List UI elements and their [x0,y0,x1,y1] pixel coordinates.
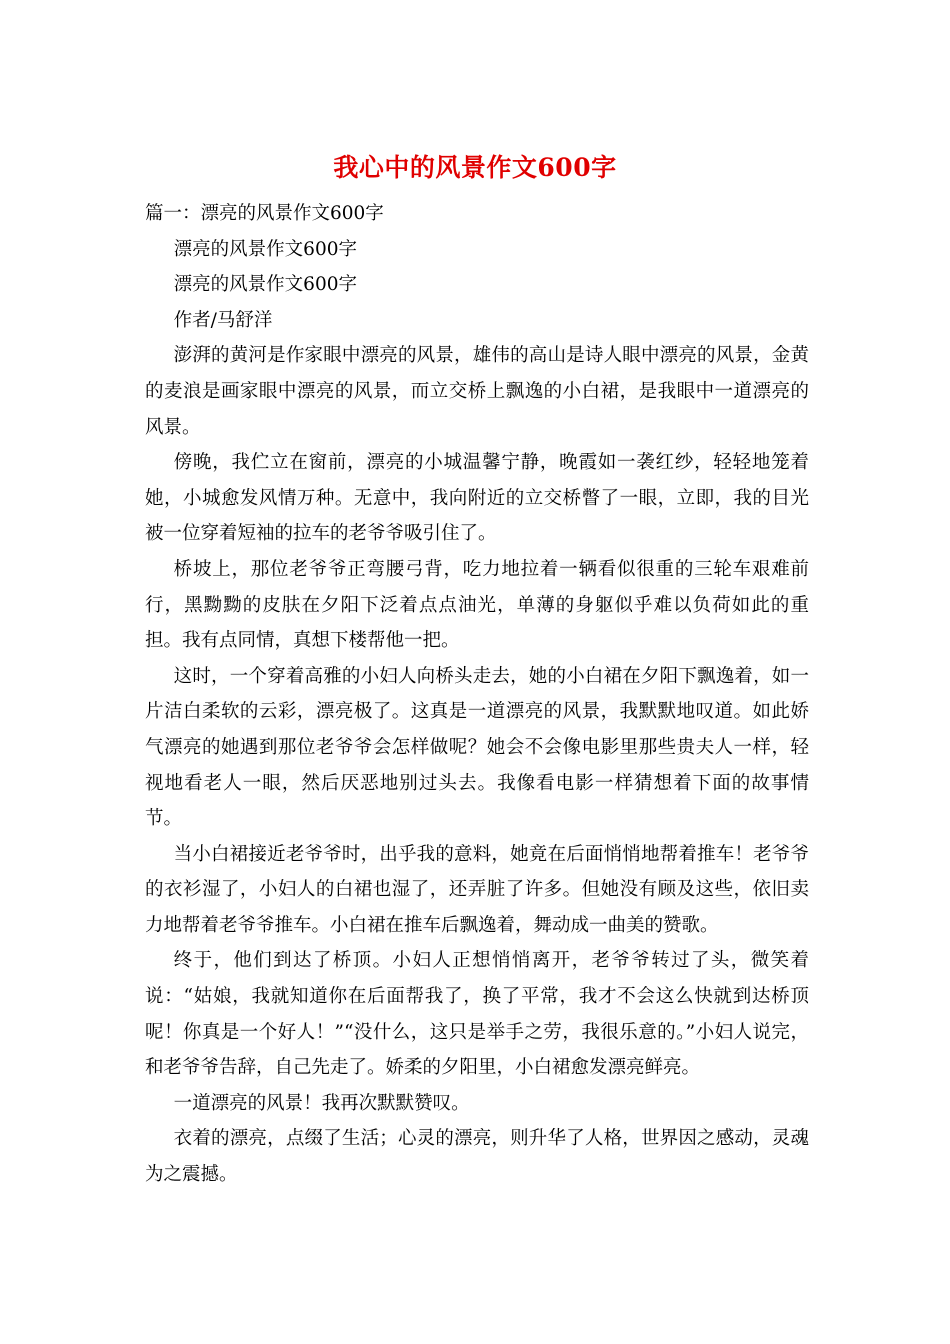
paragraph: 澎湃的黄河是作家眼中漂亮的风景，雄伟的高山是诗人眼中漂亮的风景，金黄的麦浪是画家眼中漂亮的风景，而立交桥上飘逸的小白裙，是我眼中一道漂亮的风景。 [145,345,809,438]
paragraph: 当小白裙接近老爷爷时，出乎我的意料，她竟在后面悄悄地帮着推车！老爷爷的衣衫湿了，小妇人的白裙也湿了，还弄脏了许多。但她没有顾及这些，依旧卖力地帮着老爷爷推车。小白裙在推车后飘逸着，舞动成一曲美的赞歌。 [145,843,809,936]
paragraph: 这时，一个穿着高雅的小妇人向桥头走去，她的小白裙在夕阳下飘逸着，如一片洁白柔软的云彩，漂亮极了。这真是一道漂亮的风景，我默默地叹道。如此娇气漂亮的她遇到那位老爷爷会怎样做呢？她会不会像电影里那些贵夫人一样，轻视地看老人一眼，然后厌恶地别过头去。我像看电影一样猜想着下面的故事情节。 [145,665,809,830]
paragraph: 傍晚，我伫立在窗前，漂亮的小城温馨宁静，晚霞如一袭红纱，轻轻地笼着她，小城愈发风情万种。无意中，我向附近的立交桥瞥了一眼，立即，我的目光被一位穿着短袖的拉车的老爷爷吸引住了。 [145,452,809,545]
paragraph: 桥坡上，那位老爷爷正弯腰弓背，吃力地拉着一辆看似很重的三轮车艰难前行，黑黝黝的皮肤在夕阳下泛着点点油光，单薄的身躯似乎难以负荷如此的重担。我有点同情，真想下楼帮他一把。 [145,558,809,652]
paragraph: 衣着的漂亮，点缀了生活；心灵的漂亮，则升华了人格，世界因之感动，灵魂为之震撼。 [145,1128,809,1186]
paragraph: 终于，他们到达了桥顶。小妇人正想悄悄离开，老爷爷转过了头，微笑着说：“姑娘，我就知道你在后面帮我了，换了平常，我才不会这么快就到达桥顶呢！你真是一个好人！”“没什么，这只是举手之劳，我很乐意的。”小妇人说完，和老爷爷告辞，自己先走了。娇柔的夕阳里，小白裙愈发漂亮鲜亮。 [145,950,809,1079]
document-title: 我心中的风景作文600字 [333,153,617,182]
article-body [145,196,809,1193]
paragraph: 一道漂亮的风景！我再次默默赞叹。 [173,1092,470,1114]
article-title-line: 漂亮的风景作文600字 [173,238,357,260]
author-line: 作者/马舒洋 [173,309,273,331]
section-heading: 篇一：漂亮的风景作文600字 [145,203,384,224]
article-title-line: 漂亮的风景作文600字 [173,274,357,296]
